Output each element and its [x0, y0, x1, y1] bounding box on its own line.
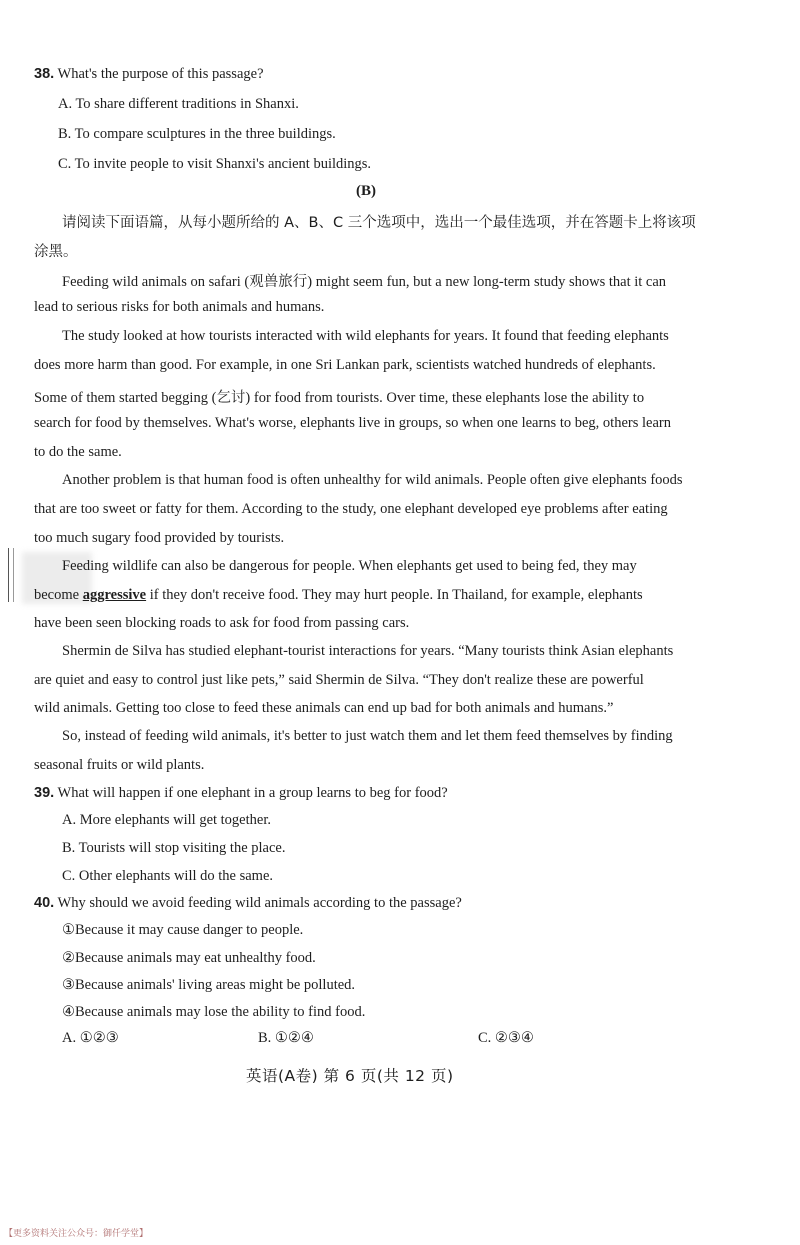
passage-line: So, instead of feeding wild animals, it's better to just watch them and let them feed themselves by finding [62, 728, 673, 744]
passage-line: seasonal fruits or wild plants. [34, 757, 205, 773]
question-39-text: What will happen if one elephant in a group learns to beg for food? [57, 785, 448, 801]
passage-line: have been seen blocking roads to ask for food from passing cars. [34, 615, 410, 631]
question-40-option-c: C. ②③④ [478, 1030, 534, 1046]
question-38 [34, 66, 264, 83]
passage-line: are quiet and easy to control just like pets,” said Shermin de Silva. “They don't realize these are powerful [34, 672, 644, 688]
watermark-text: 【更多资料关注公众号：御仟学堂】 [4, 1229, 149, 1239]
page-footer-label: 英语(A卷) 第 6 页(共 12 页) [246, 1067, 454, 1085]
section-b-instruction-line-2: 涂黑。 [34, 244, 78, 260]
question-40-reason-3: ③Because animals' living areas might be polluted. [62, 977, 356, 993]
question-39-option-a: A. More elephants will get together. [62, 812, 271, 828]
question-38-number: 38. [34, 66, 55, 82]
question-40 [34, 895, 462, 912]
question-40-reason-1: ①Because it may cause danger to people. [62, 922, 304, 938]
passage-line-aggressive [34, 587, 643, 604]
passage-line: Some of them started begging (乞讨) for food from tourists. Over time, these elephants lose the ability to [34, 390, 645, 406]
section-b-instruction-line-1: 请阅读下面语篇，从每小题所给的 A、B、C 三个选项中，选出一个最佳选项，并在答题卡上将该项 [62, 215, 696, 231]
passage-line: search for food by themselves. What's worse, elephants live in groups, so when one learns to beg, others learn [34, 415, 671, 431]
question-38-option-a: A. To share different traditions in Shanxi. [58, 96, 299, 112]
question-40-reason-2: ②Because animals may eat unhealthy food. [62, 950, 316, 966]
question-39-number: 39. [34, 785, 55, 801]
question-38-option-c: C. To invite people to visit Shanxi's ancient buildings. [58, 156, 372, 172]
passage-line: to do the same. [34, 444, 122, 460]
question-40-reason-4: ④Because animals may lose the ability to find food. [62, 1004, 366, 1020]
question-39 [34, 785, 448, 802]
section-b-title: (B) [356, 183, 376, 199]
passage-line: Feeding wildlife can also be dangerous for people. When elephants get used to being fed, they may [62, 558, 637, 574]
scan-margin-mark [8, 548, 14, 602]
question-39-option-b: B. Tourists will stop visiting the place. [62, 840, 286, 856]
passage-line: lead to serious risks for both animals and humans. [34, 299, 325, 315]
passage-line: Feeding wild animals on safari (观兽旅行) might seem fun, but a new long-term study shows that it can [62, 274, 667, 290]
question-40-text: Why should we avoid feeding wild animals according to the passage? [57, 895, 462, 911]
passage-text: become [34, 587, 83, 603]
passage-line: Another problem is that human food is often unhealthy for wild animals. People often give elephants foods [62, 472, 683, 488]
question-39-option-c: C. Other elephants will do the same. [62, 868, 274, 884]
question-40-option-b: B. ①②④ [258, 1030, 314, 1046]
question-38-option-b: B. To compare sculptures in the three buildings. [58, 126, 336, 142]
passage-line: too much sugary food provided by tourists. [34, 530, 285, 546]
question-40-number: 40. [34, 895, 55, 911]
passage-text: if they don't receive food. They may hurt people. In Thailand, for example, elephants [146, 587, 643, 603]
question-40-option-a: A. ①②③ [62, 1030, 119, 1046]
question-38-text: What's the purpose of this passage? [57, 66, 264, 82]
underlined-word-aggressive: aggressive [82, 587, 147, 603]
passage-line: Shermin de Silva has studied elephant-tourist interactions for years. “Many tourists think Asian elephants [62, 643, 674, 659]
passage-line: The study looked at how tourists interacted with wild elephants for years. It found that feeding elephants [62, 328, 669, 344]
passage-line: does more harm than good. For example, in one Sri Lankan park, scientists watched hundreds of elephants. [34, 357, 656, 373]
passage-line: wild animals. Getting too close to feed these animals can end up bad for both animals and humans.” [34, 700, 614, 716]
passage-line: that are too sweet or fatty for them. According to the study, one elephant developed eye problems after eating [34, 501, 668, 517]
